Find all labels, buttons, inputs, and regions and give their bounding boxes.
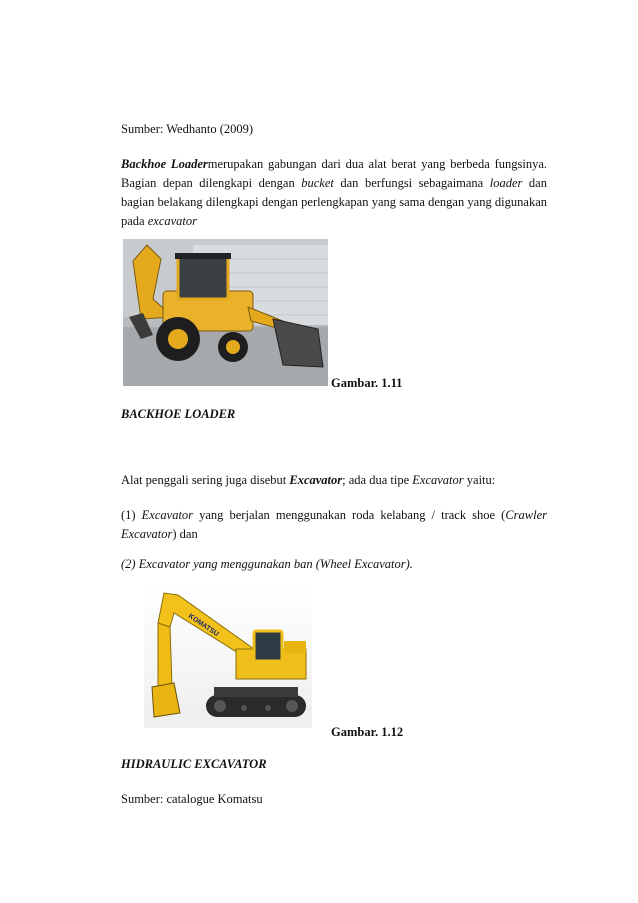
backhoe-term: Backhoe Loader xyxy=(121,157,208,171)
excavator-type-1: (1) Excavator yang berjalan menggunakan roda kelabang / track shoe (Crawler Excavator) dan xyxy=(121,508,548,541)
figure-2-title: HIDRAULIC EXCAVATOR xyxy=(121,757,267,771)
figure-2-caption: Gambar. 1.12 xyxy=(331,725,404,739)
hydraulic-excavator-illustration xyxy=(144,587,312,728)
figure-1-title: BACKHOE LOADER xyxy=(121,407,236,421)
excavator-term: Excavator xyxy=(289,473,343,487)
source-text-top: Sumber: Wedhanto (2009) xyxy=(121,122,254,136)
excavator-type-2: (2) Excavator yang menggunakan ban (Wheel Excavator). xyxy=(121,557,413,571)
hydraulic-excavator-image xyxy=(144,587,312,728)
source-text-bottom: Sumber: catalogue Komatsu xyxy=(121,792,263,806)
backhoe-loader-illustration xyxy=(123,239,328,386)
backhoe-paragraph: Backhoe Loadermerupakan gabungan dari dua alat berat yang berbeda fungsinya. Bagian depan dilengkapi dengan bucket dan berfungsi sebagaimana loader dan bagian belakang dilengkapi dengan perlengkapan yang sama dengan yang digunakan pada excavator xyxy=(121,157,547,228)
excavator-intro: Alat penggali sering juga disebut Excavator; ada dua tipe Excavator yaitu: xyxy=(121,473,496,487)
brand-logo-text: KOMATSU xyxy=(186,612,220,639)
backhoe-loader-image xyxy=(123,239,328,386)
figure-1-caption: Gambar. 1.11 xyxy=(331,376,403,390)
